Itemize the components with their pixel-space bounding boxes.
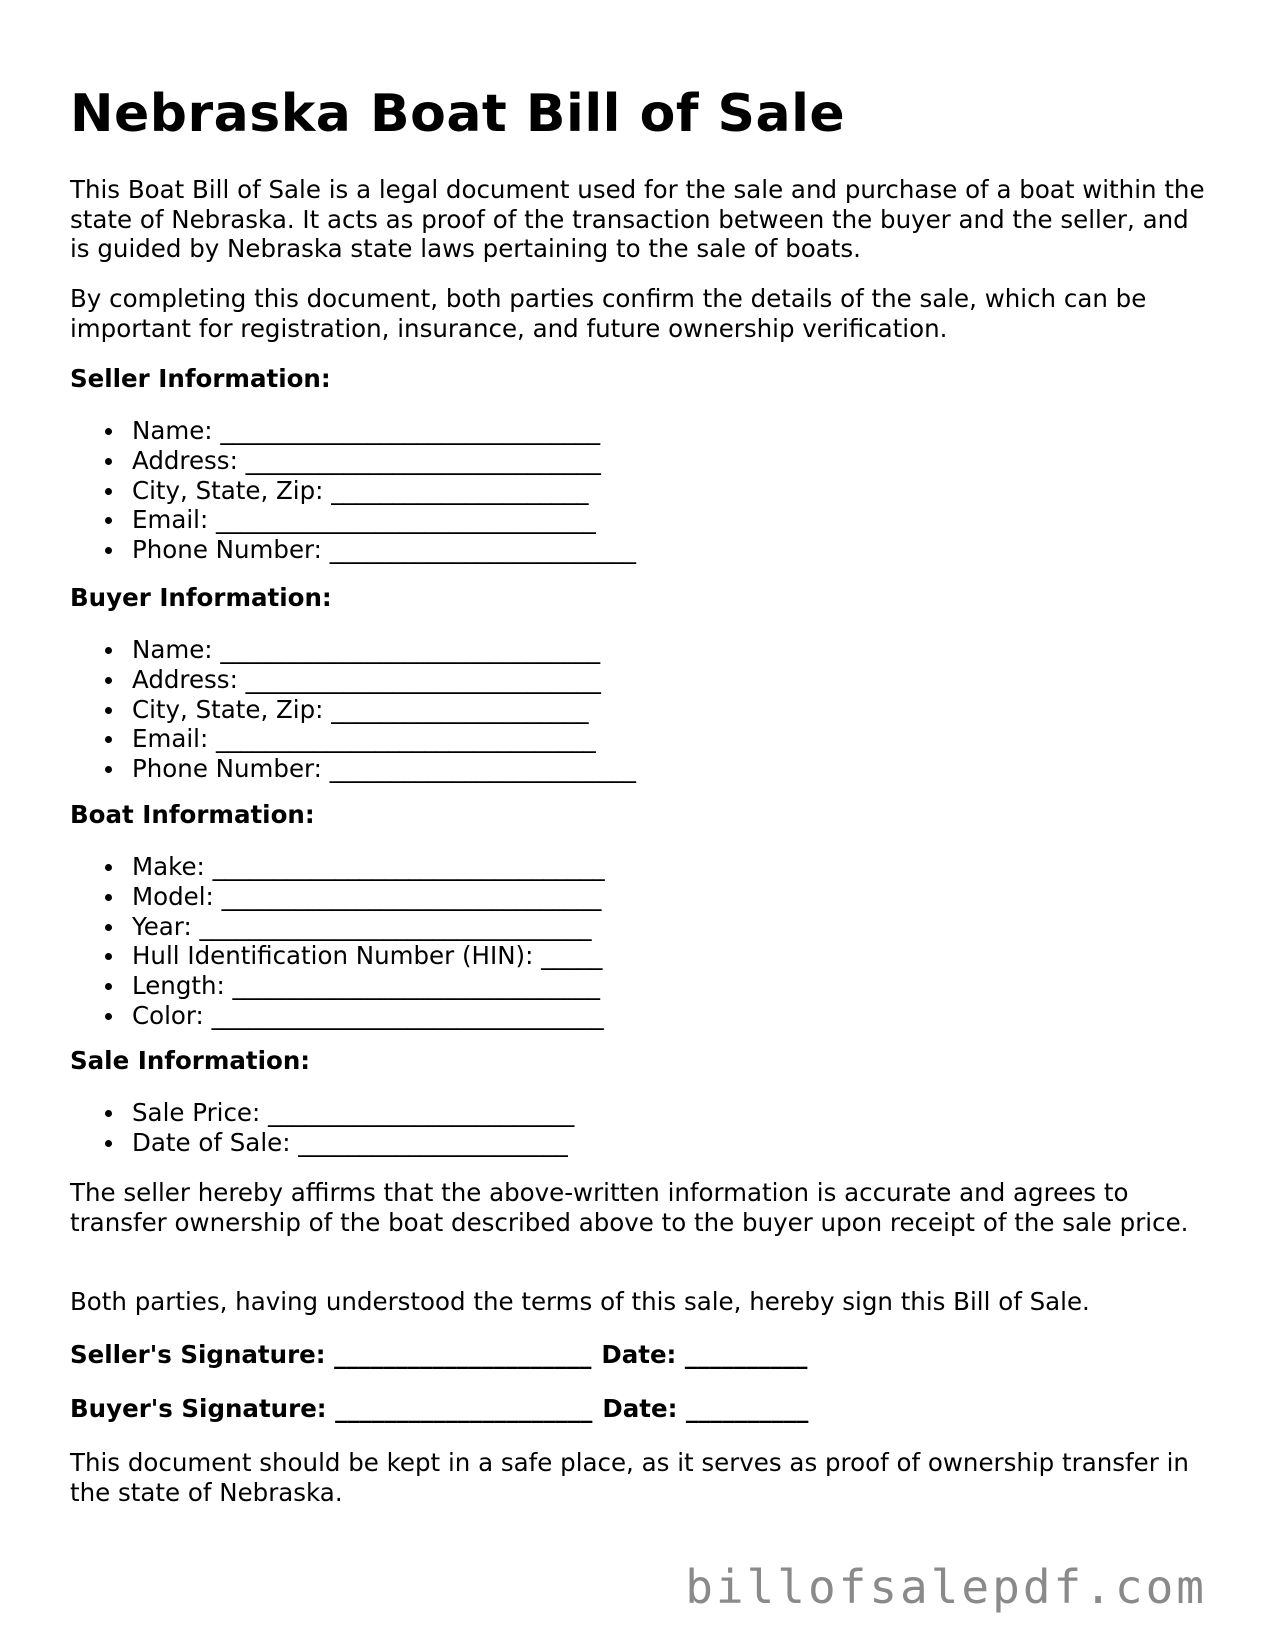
- seller-address-field[interactable]: Address: _____________________________: [70, 446, 636, 476]
- seller-fields-list: [70, 416, 636, 565]
- seller-email-field[interactable]: Email: _______________________________: [70, 505, 636, 535]
- boat-heading: Boat Information:: [70, 800, 315, 829]
- buyer-fields-list: [70, 635, 636, 784]
- seller-date-label[interactable]: Date: __________: [601, 1340, 808, 1369]
- sale-heading: Sale Information:: [70, 1046, 311, 1075]
- buyer-heading: Buyer Information:: [70, 583, 332, 612]
- buyer-signature-line[interactable]: [70, 1394, 808, 1423]
- boat-fields-list: [70, 852, 605, 1031]
- agreement-paragraph: Both parties, having understood the terms of this sale, hereby sign this Bill of Sale.: [70, 1287, 1090, 1316]
- page-title: Nebraska Boat Bill of Sale: [70, 84, 846, 144]
- seller-name-field[interactable]: Name: _______________________________: [70, 416, 636, 446]
- buyer-signature-label[interactable]: Buyer's Signature: _____________________: [70, 1394, 593, 1423]
- buyer-email-field[interactable]: Email: _______________________________: [70, 724, 636, 754]
- boat-model-field[interactable]: Model: _______________________________: [70, 882, 605, 912]
- boat-length-field[interactable]: Length: ______________________________: [70, 971, 605, 1001]
- buyer-name-field[interactable]: Name: _______________________________: [70, 635, 636, 665]
- seller-phone-field[interactable]: Phone Number: _________________________: [70, 535, 636, 565]
- boat-color-field[interactable]: Color: ________________________________: [70, 1001, 605, 1031]
- sale-fields-list: [70, 1098, 574, 1158]
- affirmation-paragraph: The seller hereby affirms that the above-written information is accurate and agrees to transfer ownership of the boat described above to the buyer upon receipt of the sale price.: [70, 1178, 1189, 1237]
- seller-heading: Seller Information:: [70, 364, 331, 393]
- buyer-phone-field[interactable]: Phone Number: _________________________: [70, 754, 636, 784]
- sale-date-field[interactable]: Date of Sale: ______________________: [70, 1128, 574, 1158]
- boat-make-field[interactable]: Make: ________________________________: [70, 852, 605, 882]
- buyer-date-label[interactable]: Date: __________: [602, 1394, 809, 1423]
- sale-price-field[interactable]: Sale Price: _________________________: [70, 1098, 574, 1128]
- seller-signature-label[interactable]: Seller's Signature: _____________________: [70, 1340, 592, 1369]
- buyer-city-state-zip-field[interactable]: City, State, Zip: _____________________: [70, 695, 636, 725]
- intro-paragraph-2: By completing this document, both parties confirm the details of the sale, which can be important for registration, insurance, and future ownership verification.: [70, 284, 1147, 343]
- closing-paragraph: This document should be kept in a safe place, as it serves as proof of ownership transfer in the state of Nebraska.: [70, 1448, 1189, 1507]
- watermark: billofsalepdf.com: [685, 1560, 1207, 1614]
- boat-year-field[interactable]: Year: ________________________________: [70, 912, 605, 942]
- boat-hin-field[interactable]: Hull Identification Number (HIN): _____: [70, 941, 605, 971]
- intro-paragraph-1: This Boat Bill of Sale is a legal document used for the sale and purchase of a boat within the state of Nebraska. It acts as proof of the transaction between the buyer and the seller, and is guided by Nebraska state laws pertaining to the sale of boats.: [70, 175, 1205, 263]
- buyer-address-field[interactable]: Address: _____________________________: [70, 665, 636, 695]
- seller-city-state-zip-field[interactable]: City, State, Zip: _____________________: [70, 476, 636, 506]
- seller-signature-line[interactable]: [70, 1340, 807, 1369]
